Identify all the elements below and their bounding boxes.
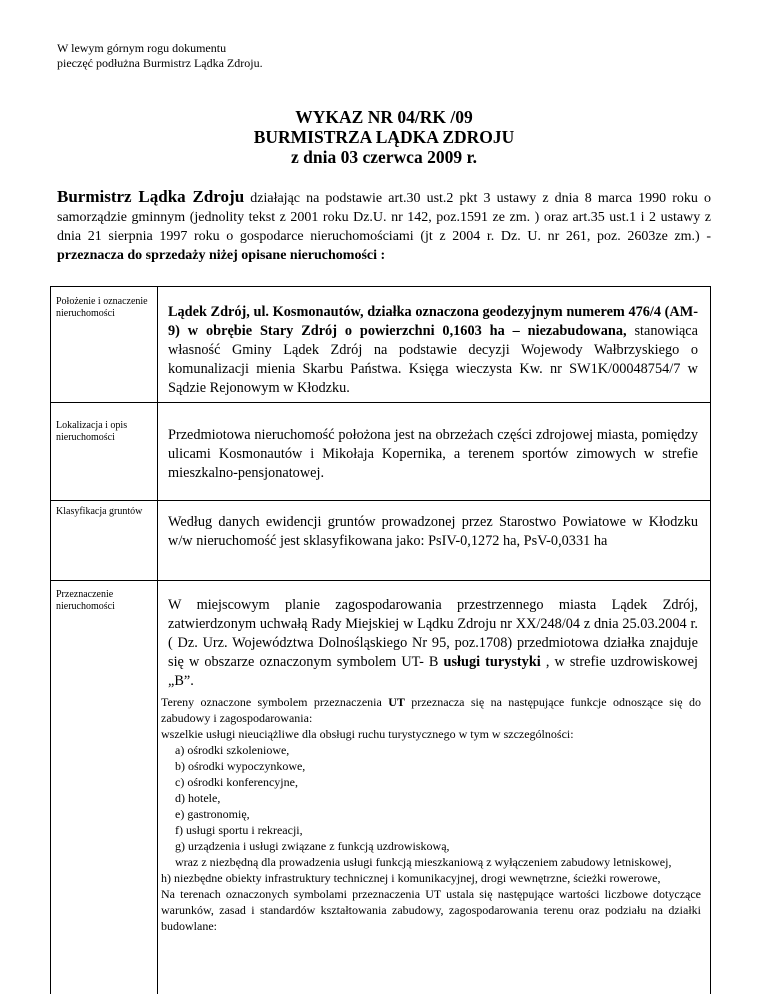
- purpose-bold: usługi turystyki: [443, 654, 541, 670]
- property-table: [50, 286, 711, 994]
- row-label-location: Położenie i oznaczenie nieruchomości: [56, 296, 148, 319]
- table-column-divider: [157, 287, 158, 994]
- table-row-divider: [51, 580, 710, 581]
- details-paragraph-5: Na terenach oznaczonych symbolami przeznaczenia UT ustala się następujące wartości liczbowe dotyczące warunków, zasad i standardów kształtowania zabudowy, zagospodarowania terenu oraz podziału na działki budowlane:: [161, 887, 701, 933]
- list-item: e) gastronomię,: [175, 807, 250, 821]
- location-bold: Lądek Zdrój, ul. Kosmonautów, działka oznaczona geodezyjnym numerem 476/4 (AM-9) w obrębie Stary Zdrój o powierzchni 0,1603 ha – niezabudowana,: [168, 304, 698, 339]
- list-item: a) ośrodki szkoleniowe,: [175, 743, 290, 757]
- row-label-description: Lokalizacja i opis nieruchomości: [56, 420, 128, 443]
- row-content-description: Przedmiotowa nieruchomość położona jest na obrzeżach części zdrojowej miasta, pomiędzy ulicami Kosmonautów i Mikołaja Kopernika, a terenem sportów zimowych w strefie mieszkalno-pensjonatowej.: [168, 427, 698, 481]
- purpose-text: W miejscowym planie zagospodarowania przestrzennego miasta Lądek Zdrój, zatwierdzonym uchwałą Rady Miejskiej w Lądku Zdroju nr XX/248/04 z dnia 25.03.2004 r.( Dz. Urz. Województwa Dolnośląskiego Nr 95, poz.1708) przedmiotowa działka znajduje się w obszarze oznaczonym symbolem UT- B: [168, 597, 698, 670]
- title-line1: WYKAZ NR 04/RK /09: [295, 107, 473, 127]
- document-title: [0, 107, 768, 167]
- details-p1-a: Tereny oznaczone symbolem przeznaczenia: [161, 695, 389, 709]
- list-item: f) usługi sportu i rekreacji,: [175, 823, 303, 837]
- intro-paragraph: [57, 187, 711, 265]
- intro-lead: Burmistrz Lądka Zdroju: [57, 187, 245, 206]
- purpose-text-end: , w strefie uzdrowiskowej „B”.: [168, 654, 698, 689]
- location-text: stanowiąca własność Gminy Lądek Zdrój na podstawie decyzji Wojewody Wałbrzyskiego o komunalizacji mienia Skarbu Państwa. Księga wieczysta Kw. nr SW1K/00048754/7 w Sądzie Rejonowym w Kłodzku.: [168, 323, 698, 396]
- table-row-divider: [51, 500, 710, 501]
- row-label-purpose: Przeznaczenie nieruchomości: [56, 589, 115, 612]
- list-item: b) ośrodki wypoczynkowe,: [175, 759, 306, 773]
- row-content-purpose: [168, 596, 698, 691]
- row-label-classification: Klasyfikacja gruntów: [56, 506, 143, 517]
- header-note-line2: pieczęć podłużna Burmistrz Lądka Zdroju.: [57, 56, 263, 70]
- header-note: [57, 41, 263, 71]
- row-content-classification: Według danych ewidencji gruntów prowadzonej przez Starostwo Powiatowe w Kłodzku w/w nieruchomość jest sklasyfikowana jako: PsIV-0,1272 ha, PsV-0,0331 ha: [168, 514, 698, 549]
- intro-body: działając na podstawie art.30 ust.2 pkt 3 ustawy z dnia 8 marca 1990 roku o samorządzie gminnym (jednolity tekst z 2001 roku Dz.U. nr 142, poz.1591 ze zm. ) oraz art.35 ust.1 i 2 ustawy z dnia 21 sierpnia 1997 roku o gospodarce nieruchomościami (jt z 2004 r. Dz. U. nr 261, poz. 2603ze zm.) -: [57, 191, 711, 244]
- list-item: d) hotele,: [175, 791, 221, 805]
- details-paragraph-4: h) niezbędne obiekty infrastruktury technicznej i komunikacyjnej, drogi wewnętrzne, ścieżki rowerowe,: [161, 871, 661, 885]
- title-line3: z dnia 03 czerwca 2009 r.: [291, 147, 477, 167]
- details-paragraph-2: wszelkie usługi nieuciążliwe dla obsługi ruchu turystycznego w tym w szczególności:: [161, 727, 574, 741]
- details-paragraph-3: wraz z niezbędną dla prowadzenia usługi funkcją mieszkaniową z wyłączeniem zabudowy letniskowej,: [175, 855, 672, 869]
- header-note-line1: W lewym górnym rogu dokumentu: [57, 41, 227, 55]
- row-content-location: [168, 303, 698, 398]
- details-paragraph-1: [161, 694, 701, 726]
- list-item: c) ośrodki konferencyjne,: [175, 775, 298, 789]
- title-line2: BURMISTRZA LĄDKA ZDROJU: [253, 127, 515, 147]
- details-p1-b: przeznacza się na następujące funkcje odnoszące się do zabudowy i zagospodarowania:: [161, 695, 701, 725]
- details-p1-bold: UT: [388, 695, 405, 709]
- table-row-divider: [51, 402, 710, 403]
- purpose-details: [161, 694, 701, 934]
- functions-list: [161, 742, 701, 854]
- list-item: g) urządzenia i usługi związane z funkcją uzdrowiskową,: [175, 839, 450, 853]
- intro-emphasis: przeznacza do sprzedaży niżej opisane nieruchomości :: [57, 248, 386, 263]
